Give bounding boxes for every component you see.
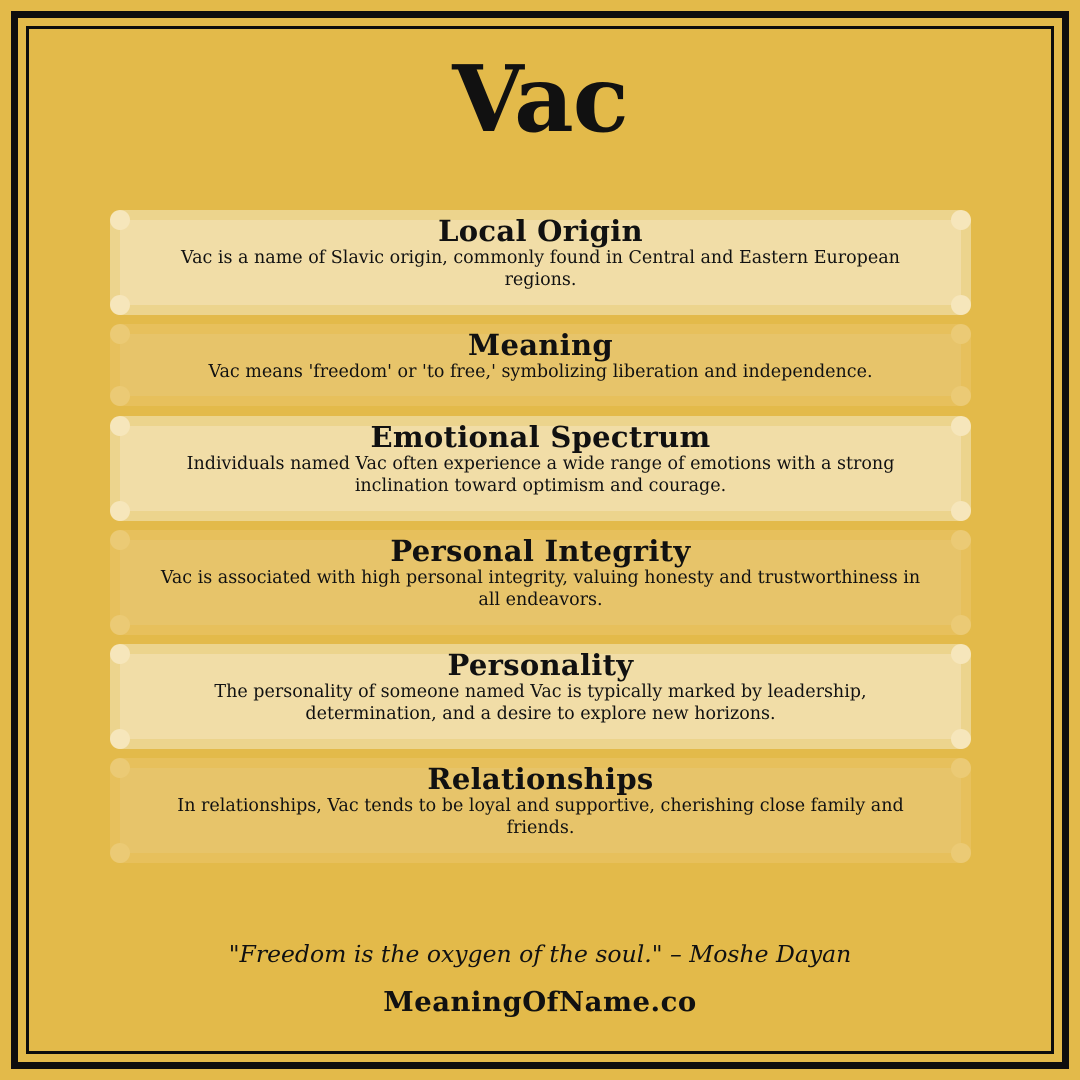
section-heading: Emotional Spectrum <box>370 420 711 454</box>
section-heading: Meaning <box>468 328 613 362</box>
section-text: Vac means 'freedom' or 'to free,' symbolizing liberation and independence. <box>208 362 873 382</box>
quote-text: "Freedom is the oxygen of the soul." – Moshe Dayan <box>228 940 852 968</box>
section-text: In relationships, Vac tends to be loyal and supportive, cherishing close family and friends. <box>177 796 904 838</box>
section-card-relationships <box>110 758 971 863</box>
section-text: Individuals named Vac often experience a wide range of emotions with a strong inclination toward optimism and courage. <box>186 454 895 496</box>
section-card-personality <box>110 644 971 749</box>
section-heading: Personal Integrity <box>390 534 691 568</box>
site-name: MeaningOfName.co <box>383 986 697 1018</box>
section-text: Vac is a name of Slavic origin, commonly found in Central and Eastern European regions. <box>181 248 900 290</box>
section-card-local-origin <box>110 210 971 315</box>
section-heading: Relationships <box>427 762 654 796</box>
section-text: Vac is associated with high personal integrity, valuing honesty and trustworthiness in all endeavors. <box>160 568 921 610</box>
section-card-meaning <box>110 324 971 406</box>
section-card-personal-integrity <box>110 530 971 635</box>
section-heading: Local Origin <box>438 214 643 248</box>
name-title: Vac <box>452 45 628 153</box>
section-text: The personality of someone named Vac is typically marked by leadership, determination, and a desire to explore new horizons. <box>214 682 867 724</box>
section-card-emotional-spectrum <box>110 416 971 521</box>
section-heading: Personality <box>447 648 634 682</box>
